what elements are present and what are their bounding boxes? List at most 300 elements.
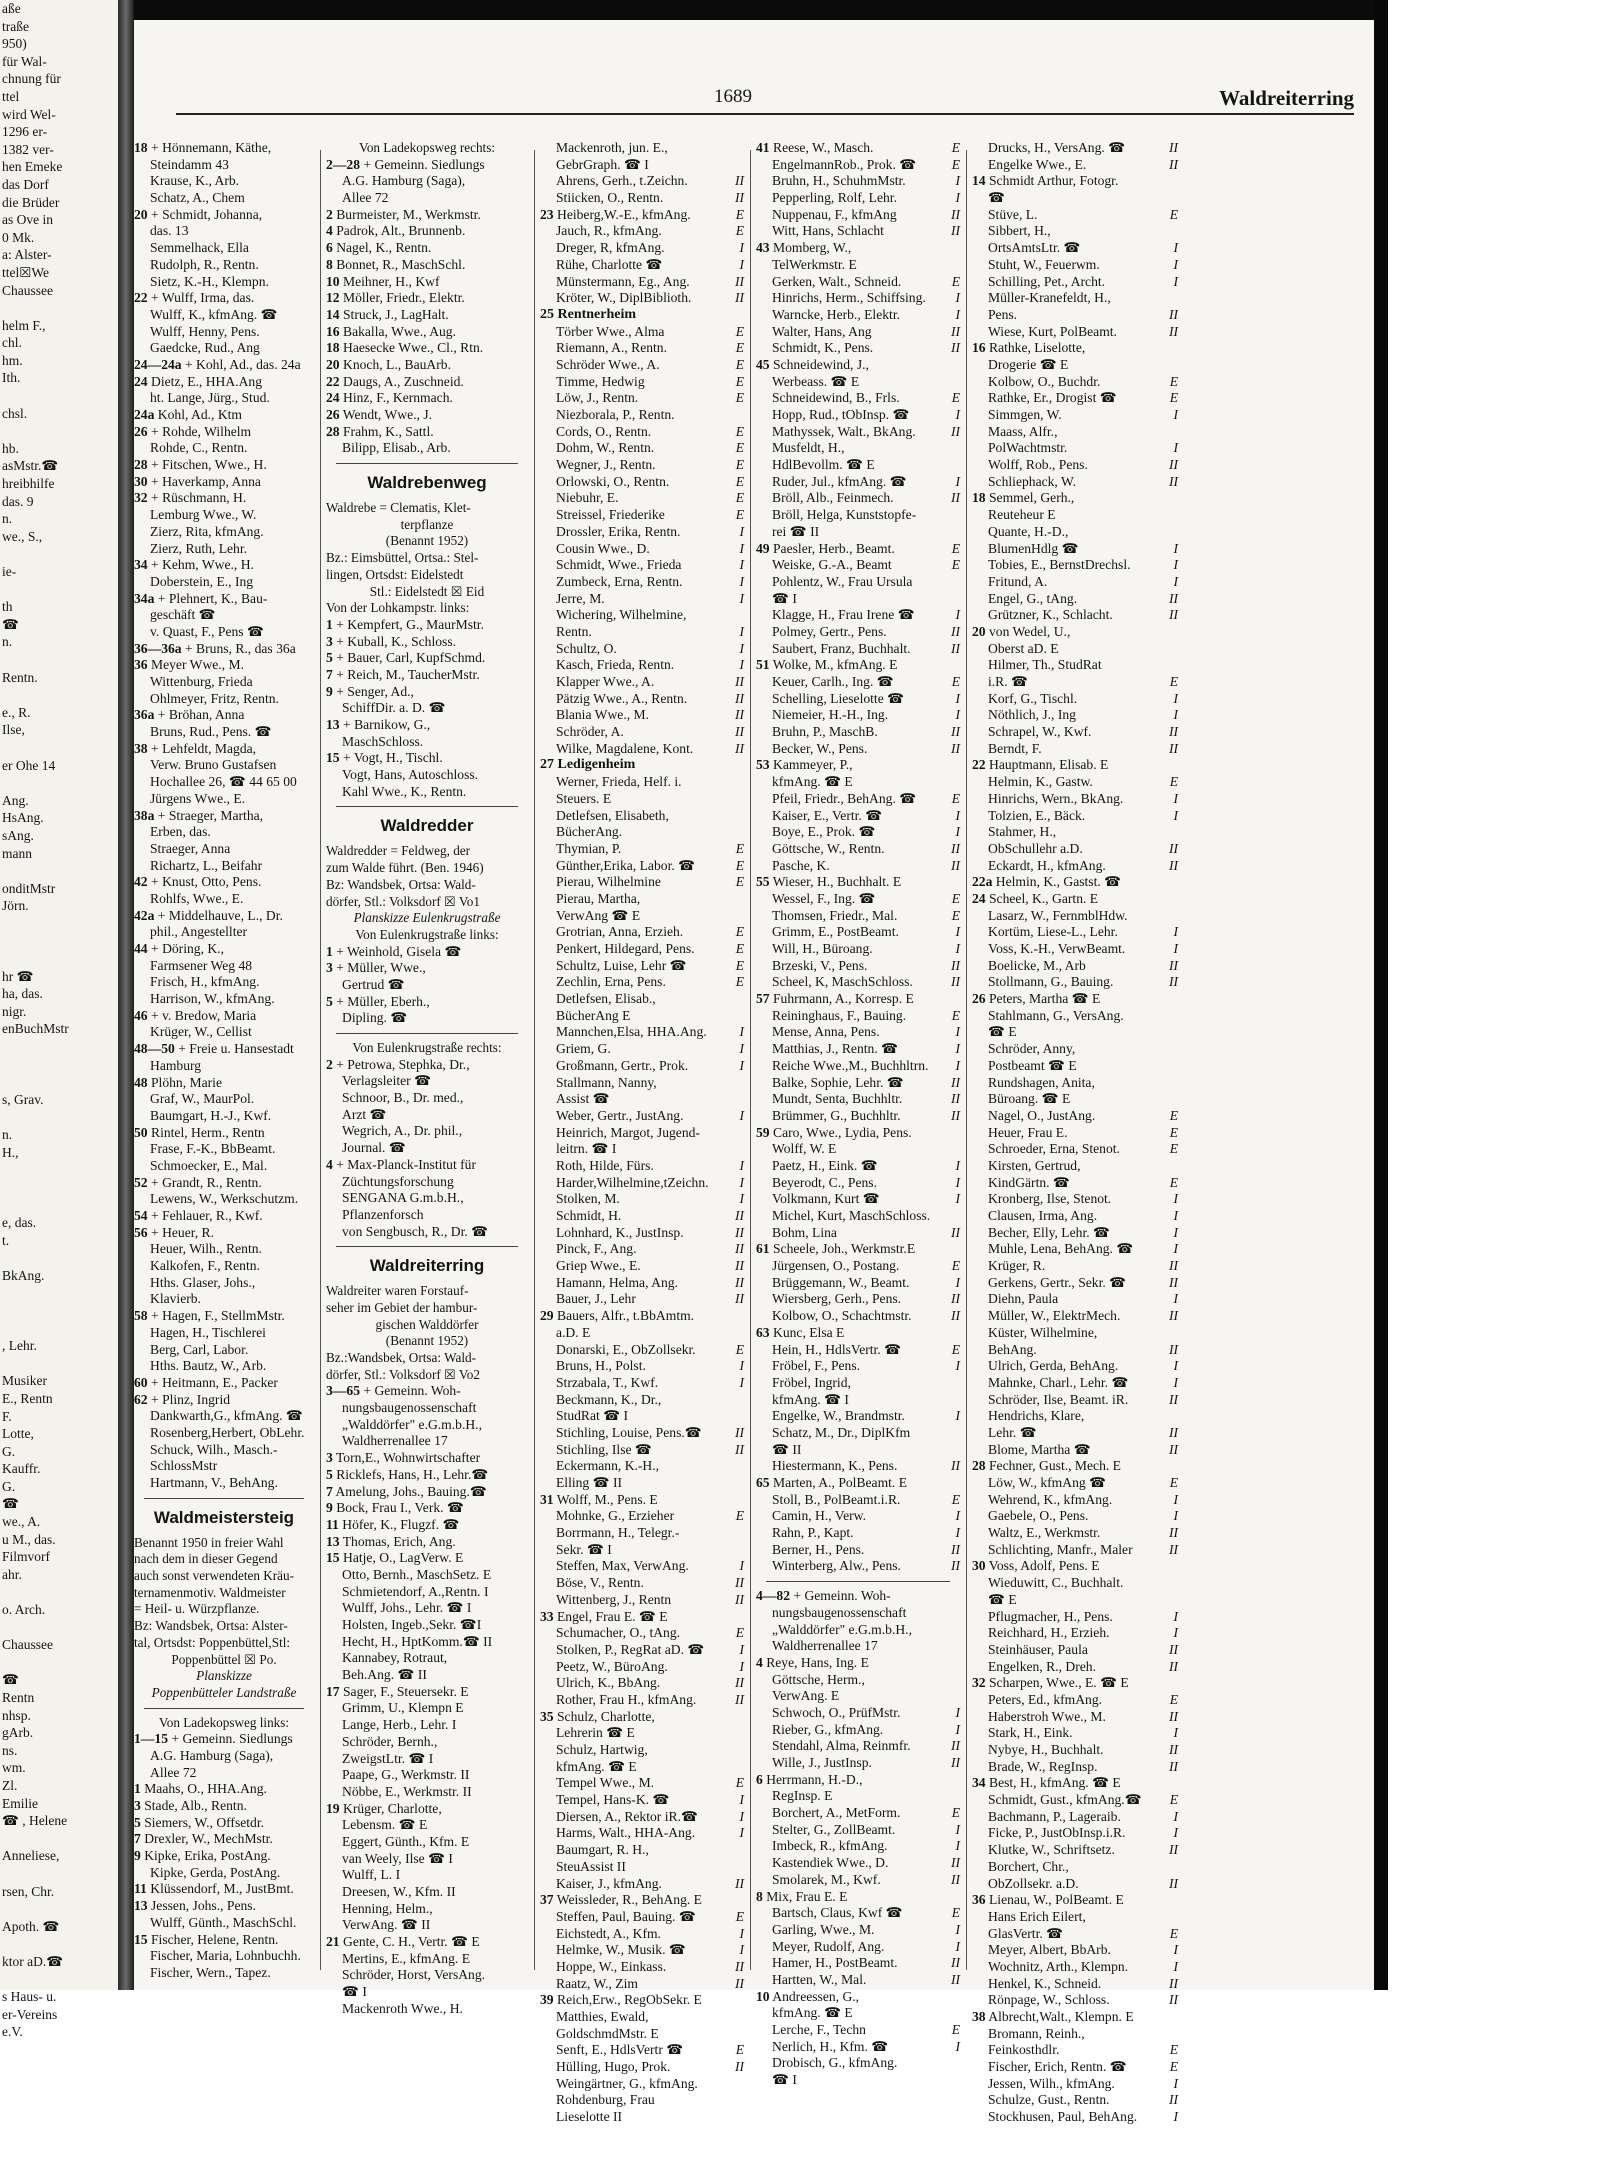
resident-name: Bartsch, Claus, Kwf ☎: [772, 1905, 903, 1921]
resident-entry: [972, 1892, 1178, 1909]
floor-marker: I: [739, 1925, 744, 1941]
resident-entry: [756, 991, 960, 1008]
street-description: Von Ladekopsweg rechts:: [359, 140, 495, 155]
facing-page-line: [0, 1971, 120, 1989]
resident-entry: [134, 1191, 314, 1208]
resident-entry: [972, 1792, 1178, 1809]
resident-name: Maass, Alfr.,: [988, 423, 1058, 439]
floor-marker: E: [735, 924, 744, 940]
house-number: 43: [756, 240, 770, 256]
entry-text: [556, 507, 726, 524]
resident-entry: [756, 173, 960, 190]
facing-page-line: traße: [2, 18, 29, 34]
facing-page-line: H.,: [2, 1144, 19, 1160]
resident-name: + Senger, Ad.,: [336, 683, 414, 699]
resident-entry: [134, 357, 314, 374]
resident-entry: [756, 290, 960, 307]
floor-marker: I: [955, 941, 960, 956]
resident-name: Nagel, O., JustAng.: [988, 1107, 1096, 1123]
floor-marker: II: [734, 1241, 744, 1257]
floor-marker: [1160, 290, 1178, 307]
resident-name: Schmidt, Gust., kfmAng.☎: [988, 1792, 1142, 1808]
facing-page-line: ☎: [2, 616, 19, 632]
running-title: Waldreiterring: [1219, 86, 1354, 110]
entry-text: [988, 274, 1160, 291]
resident-name: Drogerie ☎ E: [988, 356, 1069, 372]
resident-entry: [756, 724, 960, 741]
resident-name: Gaedcke, Rud., Ang: [150, 340, 260, 356]
resident-name: Detlefsen, Elisab.,: [556, 991, 656, 1007]
resident-name: + Hagen, F., StellmMstr.: [151, 1308, 285, 1324]
resident-entry: [756, 274, 960, 291]
resident-name: Holsten, Ingeb.,Sekr. ☎I: [342, 1617, 482, 1632]
resident-entry: [972, 541, 1178, 558]
entry-text: [772, 1755, 942, 1772]
resident-name: Oberst aD. E: [988, 640, 1059, 656]
resident-entry: [326, 424, 528, 441]
resident-entry: [540, 190, 744, 207]
resident-name: Nöthlich, J., Ing: [988, 707, 1076, 723]
resident-name: Wulff, Henny, Pens.: [150, 323, 260, 339]
resident-entry: [540, 1825, 744, 1842]
resident-name: Peetz, W., BüroAng.: [556, 1658, 668, 1674]
facing-page-line: [0, 686, 120, 704]
resident-entry: [972, 1675, 1178, 1692]
resident-name: Münstermann, Eg., Ang.: [556, 273, 690, 289]
resident-name: Paetz, H., Eink. ☎: [772, 1157, 878, 1173]
resident-name: Boelicke, M., Arb: [988, 957, 1086, 973]
resident-entry: [134, 424, 314, 441]
resident-entry: [134, 641, 314, 658]
entry-text: [772, 157, 942, 174]
resident-entry: [540, 2059, 744, 2076]
resident-entry: [540, 223, 744, 240]
resident-entry: [326, 1801, 528, 1818]
resident-entry: [540, 1258, 744, 1275]
resident-name: Rohde, C., Rentn.: [150, 440, 248, 456]
resident-entry: [972, 824, 1178, 841]
resident-entry: [972, 1492, 1178, 1509]
house-number: 31: [540, 1491, 554, 1507]
resident-entry: [540, 657, 744, 674]
house-number: 29: [540, 1308, 554, 1324]
resident-name: Eggert, Günth., Kfm. E: [342, 1833, 470, 1849]
facing-page-line: [0, 581, 120, 599]
resident-name: + Kohl, Ad., das. 24a: [184, 356, 301, 372]
resident-entry: [972, 1725, 1178, 1742]
entry-text: [772, 724, 942, 741]
floor-marker: I: [739, 640, 744, 656]
resident-name: nungsbaugenossenschaft: [772, 1604, 907, 1620]
resident-entry: [972, 2026, 1178, 2043]
resident-name: Harrison, W., kfmAng.: [150, 991, 275, 1007]
entry-text: [988, 1392, 1160, 1409]
resident-name: Heuer, Wilh., Rentn.: [150, 1241, 262, 1257]
resident-entry: [972, 140, 1178, 157]
floor-marker: E: [951, 674, 960, 689]
resident-name: Haesecke Wwe., Cl., Rtn.: [343, 340, 484, 356]
floor-marker: I: [739, 1641, 744, 1657]
house-number: 39: [540, 1992, 554, 2008]
resident-name: ht. Lange, Jürg., Stud.: [150, 390, 270, 406]
entry-text: [988, 307, 1160, 324]
street-description: Von Eulenkrugstraße rechts:: [352, 1040, 502, 1055]
resident-name: Graf, W., MaurPol.: [150, 1091, 255, 1107]
floor-marker: I: [955, 1041, 960, 1057]
resident-name: Stüve, L.: [988, 206, 1038, 222]
resident-entry: [540, 1926, 744, 1943]
street-heading: Waldredder: [380, 816, 474, 836]
resident-entry: [972, 1609, 1178, 1626]
house-number: 28: [972, 1458, 986, 1474]
floor-marker: E: [951, 2022, 960, 2037]
resident-name: phil., Angestellter: [150, 924, 248, 940]
entry-text: [988, 1759, 1160, 1776]
resident-name: Richartz, L., Beifahr: [150, 857, 263, 873]
resident-name: Scharpen, Wwe., E. ☎ E: [989, 1675, 1129, 1691]
facing-page-line: Ilse,: [2, 722, 25, 738]
resident-entry: [756, 1458, 960, 1475]
entry-text: [556, 457, 726, 474]
floor-marker: I: [1173, 573, 1178, 589]
floor-marker: E: [735, 941, 744, 956]
entry-text: [556, 1558, 726, 1575]
entry-text: [556, 1275, 726, 1292]
house-number: 8: [326, 256, 333, 272]
resident-entry: [134, 841, 314, 858]
resident-name: Kipke, Gerda, PostAng.: [150, 1864, 281, 1880]
resident-entry: [972, 958, 1178, 975]
floor-marker: E: [1169, 1107, 1178, 1123]
resident-name: Rathke, Liselotte,: [989, 340, 1086, 356]
resident-entry: [326, 390, 528, 407]
facing-page-line: ttel☒We: [2, 264, 49, 280]
resident-entry: [972, 1008, 1178, 1025]
resident-entry: [326, 257, 528, 274]
entry-text: [556, 1358, 726, 1375]
floor-marker: I: [955, 1838, 960, 1854]
floor-marker: E: [735, 1341, 744, 1357]
street-heading: Waldmeistersteig: [153, 1507, 295, 1527]
entry-text: [772, 1075, 942, 1092]
entry-text: [556, 1692, 726, 1709]
street-heading: Waldrebenweg: [367, 473, 487, 493]
house-number: 24—24a: [134, 356, 182, 372]
resident-entry: [134, 1865, 314, 1882]
entry-text: [556, 374, 726, 391]
floor-marker: [1160, 524, 1178, 541]
resident-entry: [756, 1508, 960, 1525]
floor-marker: II: [1168, 1975, 1178, 1991]
resident-entry: [540, 557, 744, 574]
resident-entry: [540, 240, 744, 257]
resident-entry: [540, 707, 744, 724]
street-description: = Heil- u. Würzpflanze.: [134, 1601, 260, 1617]
floor-marker: I: [1173, 1608, 1178, 1624]
resident-entry: [540, 774, 744, 791]
resident-entry: [972, 574, 1178, 591]
street-description: Stl.: Eidelstedt ☒ Eid: [369, 583, 485, 599]
resident-entry: [972, 223, 1178, 240]
resident-entry: [326, 1417, 528, 1434]
floor-marker: [726, 2076, 744, 2093]
entry-text: [772, 1872, 942, 1889]
resident-name: Stallmann, Nanny,: [556, 1074, 657, 1090]
resident-entry: [326, 1934, 528, 1951]
facing-page-line: das Dorf: [2, 176, 49, 192]
entry-text: [988, 1442, 1160, 1459]
resident-entry: [972, 1208, 1178, 1225]
floor-marker: I: [955, 1938, 960, 1954]
facing-page-line: [0, 1161, 120, 1179]
resident-entry: [326, 240, 528, 257]
resident-entry: [972, 1091, 1178, 1108]
book-gutter: [118, 0, 134, 1990]
resident-name: + Gemeinn. Woh-: [793, 1588, 891, 1604]
facing-page-line: Ith.: [2, 370, 21, 386]
floor-marker: II: [950, 1291, 960, 1307]
street-description: Von der Lohkampstr. links:: [326, 600, 470, 616]
resident-entry: [540, 1942, 744, 1959]
resident-entry: [756, 1058, 960, 1075]
resident-entry: [756, 1889, 960, 1906]
entry-text: [556, 474, 726, 491]
resident-entry: [756, 791, 960, 808]
floor-marker: I: [1173, 1958, 1178, 1974]
resident-entry: [134, 757, 314, 774]
resident-entry: [134, 240, 314, 257]
house-number: 2—28: [326, 156, 360, 172]
floor-marker: II: [950, 1955, 960, 1971]
resident-name: Marten, A., PolBeamt. E: [773, 1475, 908, 1490]
resident-name: Padrok, Alt., Brunnenb.: [336, 223, 466, 239]
resident-name: Bromann, Reinh.,: [988, 2025, 1085, 2041]
resident-name: Caro, Wwe., Lydia, Pens.: [773, 1124, 912, 1140]
entry-text: [988, 223, 1160, 240]
floor-marker: II: [950, 423, 960, 439]
floor-marker: E: [1169, 1691, 1178, 1707]
floor-marker: E: [735, 206, 744, 222]
resident-name: Camin, H., Verw.: [772, 1508, 867, 1524]
resident-entry: [972, 1325, 1178, 1342]
entry-text: [988, 707, 1160, 724]
resident-name: Cords, O., Rentn.: [556, 423, 652, 439]
floor-marker: I: [955, 607, 960, 623]
resident-entry: [972, 657, 1178, 674]
resident-name: Engelke Wwe., E.: [988, 156, 1087, 172]
resident-name: Steffen, Max, VerwAng.: [556, 1558, 689, 1574]
resident-entry: [134, 1241, 314, 1258]
resident-name: Stendahl, Alma, Reinmfr.: [772, 1738, 911, 1754]
entry-text: [556, 2076, 726, 2093]
resident-name: Reininghaus, F., Bauing.: [772, 1007, 907, 1023]
building-entry: [540, 757, 744, 774]
resident-name: Keuer, Carlh., Ing. ☎: [772, 674, 894, 689]
resident-entry: [540, 1358, 744, 1375]
house-number: 42a: [134, 907, 155, 923]
resident-entry: [972, 1759, 1178, 1776]
street-description: Bz.: Eimsbüttel, Ortsa.: Stel-: [326, 550, 479, 566]
resident-name: Hinz, F., Kernmach.: [343, 390, 453, 406]
resident-entry: [540, 591, 744, 608]
resident-name: Voss, Adolf, Pens. E: [988, 1558, 1100, 1574]
resident-entry: [326, 1567, 528, 1584]
resident-name: A.G. Hamburg (Saga),: [150, 1747, 274, 1763]
entry-text: [556, 240, 726, 257]
resident-name: Helmin, K., Gastst. ☎: [995, 874, 1122, 890]
floor-marker: I: [955, 1174, 960, 1190]
resident-entry: [756, 1442, 960, 1459]
floor-marker: E: [735, 1908, 744, 1924]
resident-entry: [540, 1976, 744, 1993]
resident-name: Muhle, Lena, BehAng. ☎: [988, 1241, 1134, 1257]
resident-entry: [756, 1622, 960, 1639]
floor-marker: I: [739, 1157, 744, 1173]
floor-marker: E: [951, 790, 960, 806]
floor-marker: I: [739, 1658, 744, 1674]
house-number: 24a: [134, 407, 155, 422]
facing-page-line: enBuchMstr: [2, 1021, 69, 1037]
house-number: 3: [326, 960, 333, 976]
resident-name: Rönpage, W., Schloss.: [988, 1992, 1110, 2008]
house-number: 49: [756, 540, 770, 556]
resident-entry: [756, 908, 960, 925]
resident-entry: [756, 757, 960, 774]
resident-entry: [756, 941, 960, 958]
floor-marker: I: [955, 407, 960, 422]
entry-text: [772, 1208, 942, 1225]
resident-name: Wichering, Wilhelmine,: [556, 607, 687, 623]
resident-name: Klapper Wwe., A.: [556, 674, 655, 689]
resident-entry: [756, 1838, 960, 1855]
floor-marker: [1160, 424, 1178, 441]
resident-entry: [326, 1140, 528, 1157]
resident-entry: [326, 1174, 528, 1191]
resident-name: Göttsche, W., Rentn.: [772, 840, 885, 856]
floor-marker: I: [955, 690, 960, 706]
entry-text: [988, 1692, 1160, 1709]
resident-name: Stollmann, G., Bauing.: [988, 974, 1114, 990]
resident-entry: [756, 641, 960, 658]
floor-marker: II: [950, 740, 960, 756]
floor-marker: II: [734, 690, 744, 706]
house-number: 28: [134, 457, 148, 473]
resident-entry: [756, 657, 960, 674]
resident-name: Stockhusen, Paul, BehAng.: [988, 2109, 1138, 2125]
facing-page-line: e, das.: [2, 1214, 37, 1230]
floor-marker: II: [950, 1738, 960, 1754]
resident-name: Dankwarth,G., kfmAng. ☎: [150, 1408, 303, 1424]
floor-marker: E: [735, 340, 744, 356]
resident-name: Niemeier, H.-H., Ing.: [772, 707, 889, 723]
resident-entry: [540, 874, 744, 891]
resident-entry: [756, 1208, 960, 1225]
resident-name: Doberstein, E., Ing: [150, 573, 254, 589]
resident-entry: [326, 1123, 528, 1140]
resident-entry: [972, 1024, 1178, 1041]
entry-text: [988, 1291, 1160, 1308]
resident-name: Reese, W., Masch.: [773, 140, 874, 155]
resident-name: Kronberg, Ilse, Stenot.: [988, 1191, 1112, 1207]
resident-entry: [326, 173, 528, 190]
resident-entry: [756, 674, 960, 691]
resident-name: Kohl, Ad., Ktm: [157, 407, 243, 422]
resident-name: + Müller, Wwe.,: [336, 960, 426, 976]
resident-entry: [134, 1881, 314, 1898]
entry-text: [988, 958, 1160, 975]
resident-entry: [134, 1915, 314, 1932]
floor-marker: II: [950, 724, 960, 740]
resident-entry: [540, 1325, 744, 1342]
floor-marker: [1160, 223, 1178, 240]
resident-entry: [756, 1788, 960, 1805]
entry-text: [556, 1425, 726, 1442]
resident-name: Gerken, Walt., Schneid.: [772, 273, 902, 289]
resident-entry: [540, 941, 744, 958]
house-number: 11: [134, 1881, 147, 1897]
house-number: 19: [326, 1800, 340, 1816]
house-number: 5: [326, 650, 333, 666]
house-number: 15: [134, 1931, 148, 1947]
floor-marker: I: [955, 1704, 960, 1720]
house-number: 1: [326, 616, 333, 632]
resident-entry: [326, 717, 528, 734]
resident-entry: [540, 407, 744, 424]
resident-entry: [756, 1275, 960, 1292]
resident-name: Rentn.: [556, 623, 592, 639]
entry-text: [988, 2042, 1160, 2059]
resident-entry: [540, 1675, 744, 1692]
entry-text: [772, 808, 942, 825]
resident-name: Helmke, W., Musik. ☎: [556, 1942, 686, 1958]
resident-entry: [326, 1467, 528, 1484]
resident-entry: [972, 1659, 1178, 1676]
resident-name: Saubert, Franz, Buchhalt.: [772, 640, 911, 656]
resident-entry: [756, 691, 960, 708]
entry-text: [772, 1108, 942, 1125]
floor-marker: E: [1169, 206, 1178, 222]
floor-marker: [1160, 908, 1178, 925]
resident-entry: [972, 524, 1178, 541]
resident-entry: [756, 624, 960, 641]
entry-text: [556, 340, 726, 357]
resident-name: Rundshagen, Anita,: [988, 1074, 1095, 1090]
floor-marker: [1160, 2026, 1178, 2043]
facing-page-line: E., Rentn: [2, 1390, 53, 1406]
house-number: 18: [972, 490, 986, 506]
house-number: 65: [756, 1475, 770, 1490]
entry-text: [772, 974, 942, 991]
resident-entry: [326, 1901, 528, 1918]
resident-entry: [540, 274, 744, 291]
resident-entry: [326, 1484, 528, 1501]
resident-name: Amelung, Johs., Bauing.☎: [335, 1483, 487, 1499]
resident-entry: [972, 874, 1178, 891]
resident-name: Küster, Wilhelmine,: [988, 1324, 1098, 1340]
resident-name: Beckmann, K., Dr.,: [556, 1391, 662, 1407]
entry-text: [988, 2109, 1160, 2126]
entry-text: [556, 1659, 726, 1676]
resident-entry: [134, 1342, 314, 1359]
resident-entry: [972, 858, 1178, 875]
resident-entry: [134, 1798, 314, 1815]
facing-page-line: er-Vereins: [2, 2006, 58, 2022]
facing-page-line: [0, 1038, 120, 1056]
facing-page-line: s Haus- u.: [2, 1989, 57, 2005]
facing-page-line: n.: [2, 511, 13, 527]
resident-entry: [972, 240, 1178, 257]
entry-text: [772, 490, 942, 507]
